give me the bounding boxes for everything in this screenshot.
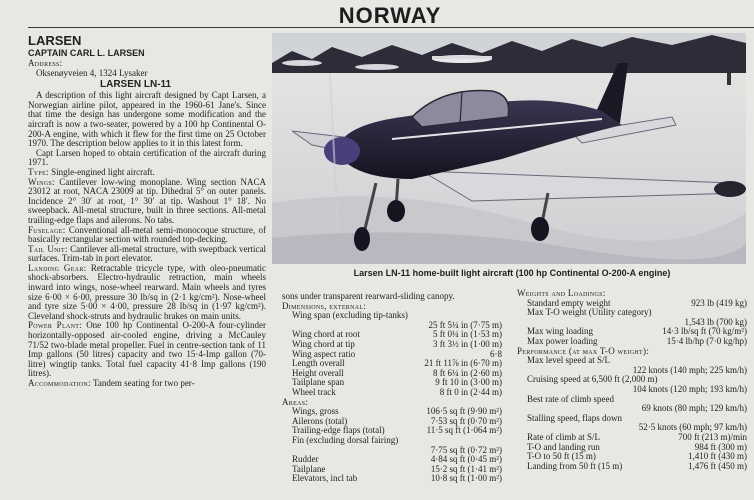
areas-list [282,407,502,484]
spec-label: Rudder [292,454,319,465]
areas-heading: Areas: [282,396,309,407]
spec-row [282,474,502,484]
aircraft-photo-illustration [272,33,746,264]
section-text: Conventional all-metal semi-monocoque structure, of basically rectangular section with rounded top-decking. [28,224,267,245]
section-text: Retractable tricycle type, with oleo-pneumatic shock-absorbers. Electro-hydraulic retraction, main wheels inward into wings, nose-wheel rearward. Main wheels and tyres size 6·00 × 6·00, pressure 30 lb/sq in (2·1 kg/cm²). Nose-wheel and tyre size 5·00 × 4·00, pressure 28 lb/sq in (1·97 kg/cm²). Cleveland shock-struts and hydraulic brakes on main units. [28,262,266,321]
spec-value: 8 ft 6¼ in (2·60 m) [433,367,502,378]
spec-label: Ailerons (total) [292,415,348,426]
right-column [517,289,747,471]
spec-value: 7·53 sq ft (0·70 m²) [430,415,502,426]
spec-value: 69 knots (80 mph; 129 km/h) [641,403,747,414]
section-accommodation [28,379,266,389]
spec-value: 106·5 sq ft (9·90 m²) [426,406,502,417]
weights-heading: Weights and Loadings: [517,288,606,298]
intro-paragraph-2: Capt Larsen hoped to obtain certification of the aircraft during 1971. [28,147,266,168]
spec-label: Wings, gross [292,406,339,417]
spec-label: Landing from 50 ft (15 m) [527,460,623,471]
spec-label: Wing chord at tip [292,338,355,349]
spec-value: 984 ft (300 m) [694,441,747,452]
section-text: Cantilever low-wing monoplane. Wing section NACA 23012 at root, NACA 23009 at tip. Dihedral 5° on outer panels. Incidence 2° 30′ at root, 1° 30′ at tip. Washout 1° 18′. No sweepback. All-metal structure, built in three sections. All-metal trailing-edge flaps and ailerons. No tabs. [28,176,266,225]
spec-label: Cruising speed at 6,500 ft (2,000 m) [527,374,658,385]
spec-label: Rate of climb at S/L [527,431,600,442]
spec-label: Wheel track [292,386,336,397]
spec-value: 4·84 sq ft (0·45 m²) [430,454,502,465]
spec-value: 1,543 lb (700 kg) [684,316,747,327]
section-fuselage [28,226,266,245]
spec-label: Best rate of climb speed [527,393,614,404]
spec-label: Wing aspect ratio [292,348,356,359]
section-label: Fuselage: [28,224,66,235]
spec-value: 15·2 sq ft (1·41 m²) [430,463,502,474]
spec-value: 52·5 knots (60 mph; 97 km/h) [638,422,747,433]
section-label: Landing Gear: [28,262,87,273]
spec-label: Stalling speed, flaps down [527,412,622,423]
spec-value: 21 ft 11⅞ in (6·70 m) [424,358,502,369]
spec-value: 10·8 sq ft (1·00 m²) [430,473,502,484]
spec-label: Fin (excluding dorsal fairing) [292,434,399,445]
country-heading: NORWAY [338,3,442,28]
spec-value: 122 knots (140 mph; 225 km/h) [632,364,747,375]
spec-value: 11·5 sq ft (1·064 m²) [426,425,502,436]
person-heading: CAPTAIN CARL L. LARSEN [28,48,145,58]
address-text: Oksenøyveien 4, 1324 Lysaker [36,67,148,78]
spec-value: 15·4 lb/hp (7·0 kg/hp) [666,335,747,346]
spec-row [517,462,747,472]
weights-list [517,299,747,347]
model-heading: LARSEN LN-11 [100,79,172,91]
section-text: Cantilever all-metal structure, with sweptback vertical surfaces. Trim-tab in port elevator. [28,243,266,264]
accommodation-continued: sons under transparent rearward-sliding canopy. [282,291,455,301]
spec-label: Max T-O weight (Utility category) [527,307,652,318]
spec-label: T-O to 50 ft (15 m) [527,451,596,462]
spec-value: 25 ft 5¼ in (7·75 m) [428,319,502,330]
section-power-plant [28,321,266,379]
spec-value: 700 ft (213 m)/min [678,431,747,442]
spec-label: Elevators, incl tab [292,473,358,484]
section-label: Wings: [28,176,55,187]
middle-column [282,292,502,484]
section-label: Accommodation: [28,378,91,388]
section-label: Type: [28,166,49,177]
dimensions-list [282,311,502,397]
spec-label: Standard empty weight [527,297,611,308]
spec-value: 1,410 ft (430 m) [688,451,747,462]
photo-caption: Larsen LN-11 home-built light aircraft (100 hp Continental O-200-A engine) [353,268,671,278]
spec-value: 3 ft 3½ in (1·00 m) [433,338,502,349]
spec-label: Max wing loading [527,326,593,337]
spec-label: Max power loading [527,335,598,346]
intro-paragraph: A description of this light aircraft designed by Capt Larsen, a Norwegian airline pilot, appeared in the 1960-61 Jane's. Since that time the design has undergone some modification and the aircraft is now a two-seater, powered by a 100 hp Continental O-200-A engine, with which it flew for the first time on 25 October 1970. The description below applies to it in this latest form. [28,90,266,149]
spec-value: 7·75 sq ft (0·72 m²) [430,444,502,455]
spec-value: 9 ft 10 in (3·00 m) [435,377,502,388]
aircraft-photo [272,33,746,264]
spec-label: Wing span (excluding tip-tanks) [292,310,408,321]
spec-value: 104 knots (120 mph; 193 km/h) [632,383,747,394]
spec-value: 14·3 lb/sq ft (70 kg/m²) [662,326,747,337]
spec-label: Max level speed at S/L [527,355,610,366]
section-landing-gear [28,264,266,322]
performance-heading: Performance (at max T-O weight): [517,345,650,356]
left-column [28,34,266,389]
spec-value: 8 ft 0 in (2·44 m) [439,386,502,397]
spec-label: T-O and landing run [527,441,600,452]
spec-label: Tailplane [292,463,326,474]
performance-list [517,356,747,471]
section-text: One 100 hp Continental O-200-A four-cylinder horizontally-opposed air-cooled engine, driving a McCauley 71/52 two-blade metal propeller. Fuel in centre-section tank of 11 Imp gallons (50 litres) capacity and two 15·4-Imp gallon (70-litre) wingtip tanks. Total fuel capacity 41·8 Imp gallons (190 litres). [28,320,266,379]
section-label: Power Plant: [28,320,82,331]
spec-row [282,388,502,398]
spec-value: 1,476 ft (450 m) [688,460,747,471]
spec-value: 6·8 [490,348,502,359]
section-wings [28,178,266,226]
spec-label: Tailplane span [292,377,345,388]
spec-label: Length overall [292,358,345,369]
address-label: Address: [28,58,63,68]
section-text: Tandem seating for two per- [92,378,195,388]
spec-label: Wing chord at root [292,329,360,340]
maker-heading: LARSEN [28,33,82,48]
spec-label: Trailing-edge flaps (total) [292,425,385,436]
spec-label: Height overall [292,367,344,378]
section-text: Single-engined light aircraft. [51,166,155,177]
section-label: Tail Unit: [28,243,68,254]
dimensions-heading: Dimensions, external: [282,300,367,311]
spec-value: 923 lb (419 kg) [691,297,747,308]
section-tail-unit [28,245,266,264]
spec-value: 5 ft 0¼ in (1·53 m) [433,329,502,340]
